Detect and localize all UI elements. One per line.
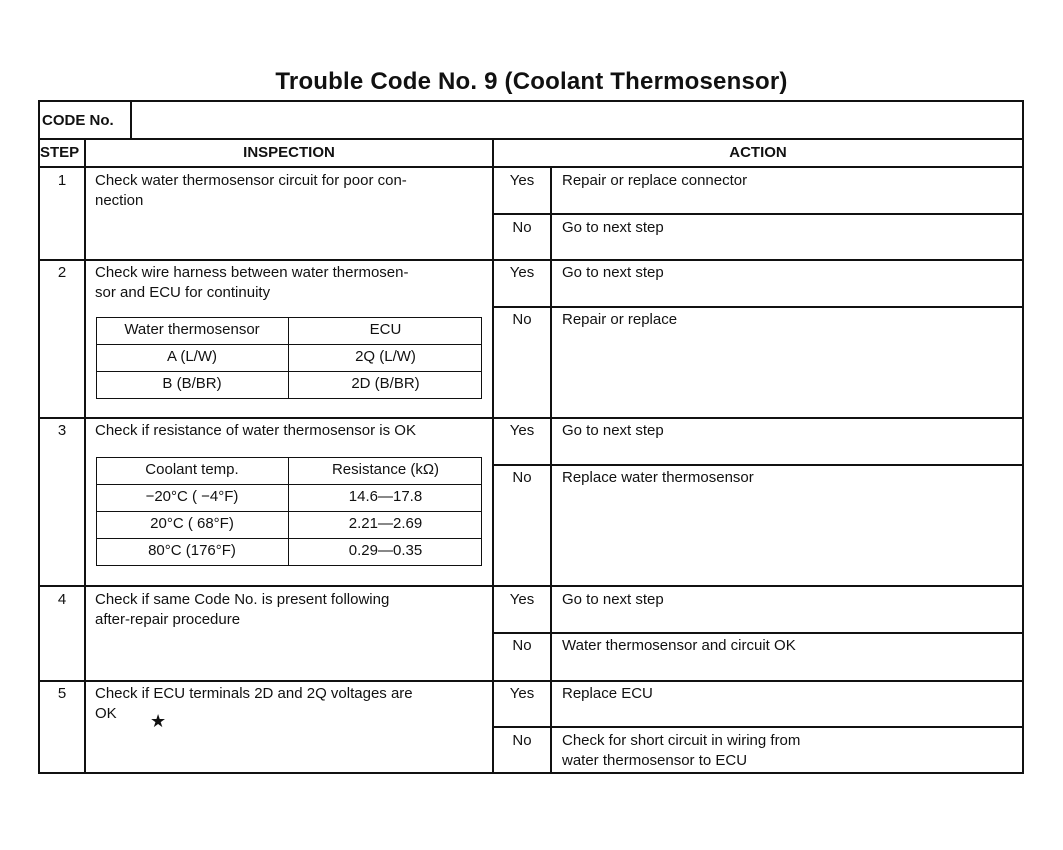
subtable-cell: B (B/BR) [162,375,222,392]
subtable-cell: 80°C (176°F) [148,542,236,559]
step-inspection: Check if resistance of water thermosensor is OK [95,422,416,439]
yes-label: Yes [509,422,535,439]
yes-action: Go to next step [562,422,664,439]
subtable-cell: 14.6—17.8 [348,488,423,505]
subtable-cell: −20°C ( −4°F) [145,488,239,505]
step-number: 4 [57,591,67,608]
subtable-rule [96,484,482,485]
step-number: 5 [57,685,67,702]
no-label: No [512,732,532,749]
no-action: Replace water thermosensor [562,469,754,486]
header-action: ACTION [729,144,787,161]
no-label: No [512,469,532,486]
rule-yesno-column [550,166,552,774]
subtable-cell: 0.29—0.35 [348,542,423,559]
subtable-header: Coolant temp. [145,461,239,478]
subtable-rule [96,511,482,512]
rule-step4-bottom [38,680,1024,682]
subtable-cell: 20°C ( 68°F) [150,515,234,532]
subtable-cell: A (L/W) [166,348,217,365]
subtable-rule [96,538,482,539]
rule-code-bottom [38,138,1024,140]
code-label: CODE No. [42,112,114,129]
yes-label: Yes [509,685,535,702]
subtable-header: Water thermosensor [124,321,260,338]
yes-action: Go to next step [562,591,664,608]
yes-label: Yes [509,264,535,281]
step-inspection: Check water thermosensor circuit for poor con- nection [95,172,407,209]
rule-step3-yes-no [492,464,1024,466]
rule-step1-bottom [38,259,1024,261]
no-action: Check for short circuit in wiring from water thermosensor to ECU [562,732,801,769]
step-number: 2 [57,264,67,281]
rule-step3-bottom [38,585,1024,587]
star-icon: ★ [150,711,167,731]
subtable-rule [96,344,482,345]
no-action: Water thermosensor and circuit OK [562,637,796,654]
header-step: STEP [40,144,80,161]
rule-step1-yes-no [492,213,1024,215]
no-action: Go to next step [562,219,664,236]
yes-label: Yes [509,591,535,608]
no-label: No [512,311,532,328]
no-action: Repair or replace [562,311,678,328]
rule-step5-yes-no [492,726,1024,728]
subtable-header: ECU [369,321,402,338]
no-label: No [512,637,532,654]
step-number: 3 [57,422,67,439]
subtable-cell: 2D (B/BR) [351,375,420,392]
yes-action: Go to next step [562,264,664,281]
step-inspection: Check if same Code No. is present following after-repair procedure [95,591,390,628]
subtable-cell: 2Q (L/W) [355,348,416,365]
yes-action: Replace ECU [562,685,653,702]
subtable-header: Resistance (kΩ) [331,461,440,478]
yes-action: Repair or replace connector [562,172,748,189]
no-label: No [512,219,532,236]
subtable-cell: 2.21—2.69 [348,515,423,532]
code-value-field[interactable] [132,102,1022,138]
rule-step-column [84,138,86,774]
yes-label: Yes [509,172,535,189]
header-inspection: INSPECTION [243,144,335,161]
rule-step2-yes-no [492,306,1024,308]
step-inspection: Check wire harness between water thermosen- sor and ECU for continuity [95,264,409,301]
rule-step2-bottom [38,417,1024,419]
rule-step4-yes-no [492,632,1024,634]
step-inspection: Check if ECU terminals 2D and 2Q voltages are OK [95,685,413,722]
subtable-rule [96,371,482,372]
page-title: Trouble Code No. 9 (Coolant Thermosensor) [275,68,788,95]
rule-header-bottom [38,166,1024,168]
step-number: 1 [57,172,67,189]
